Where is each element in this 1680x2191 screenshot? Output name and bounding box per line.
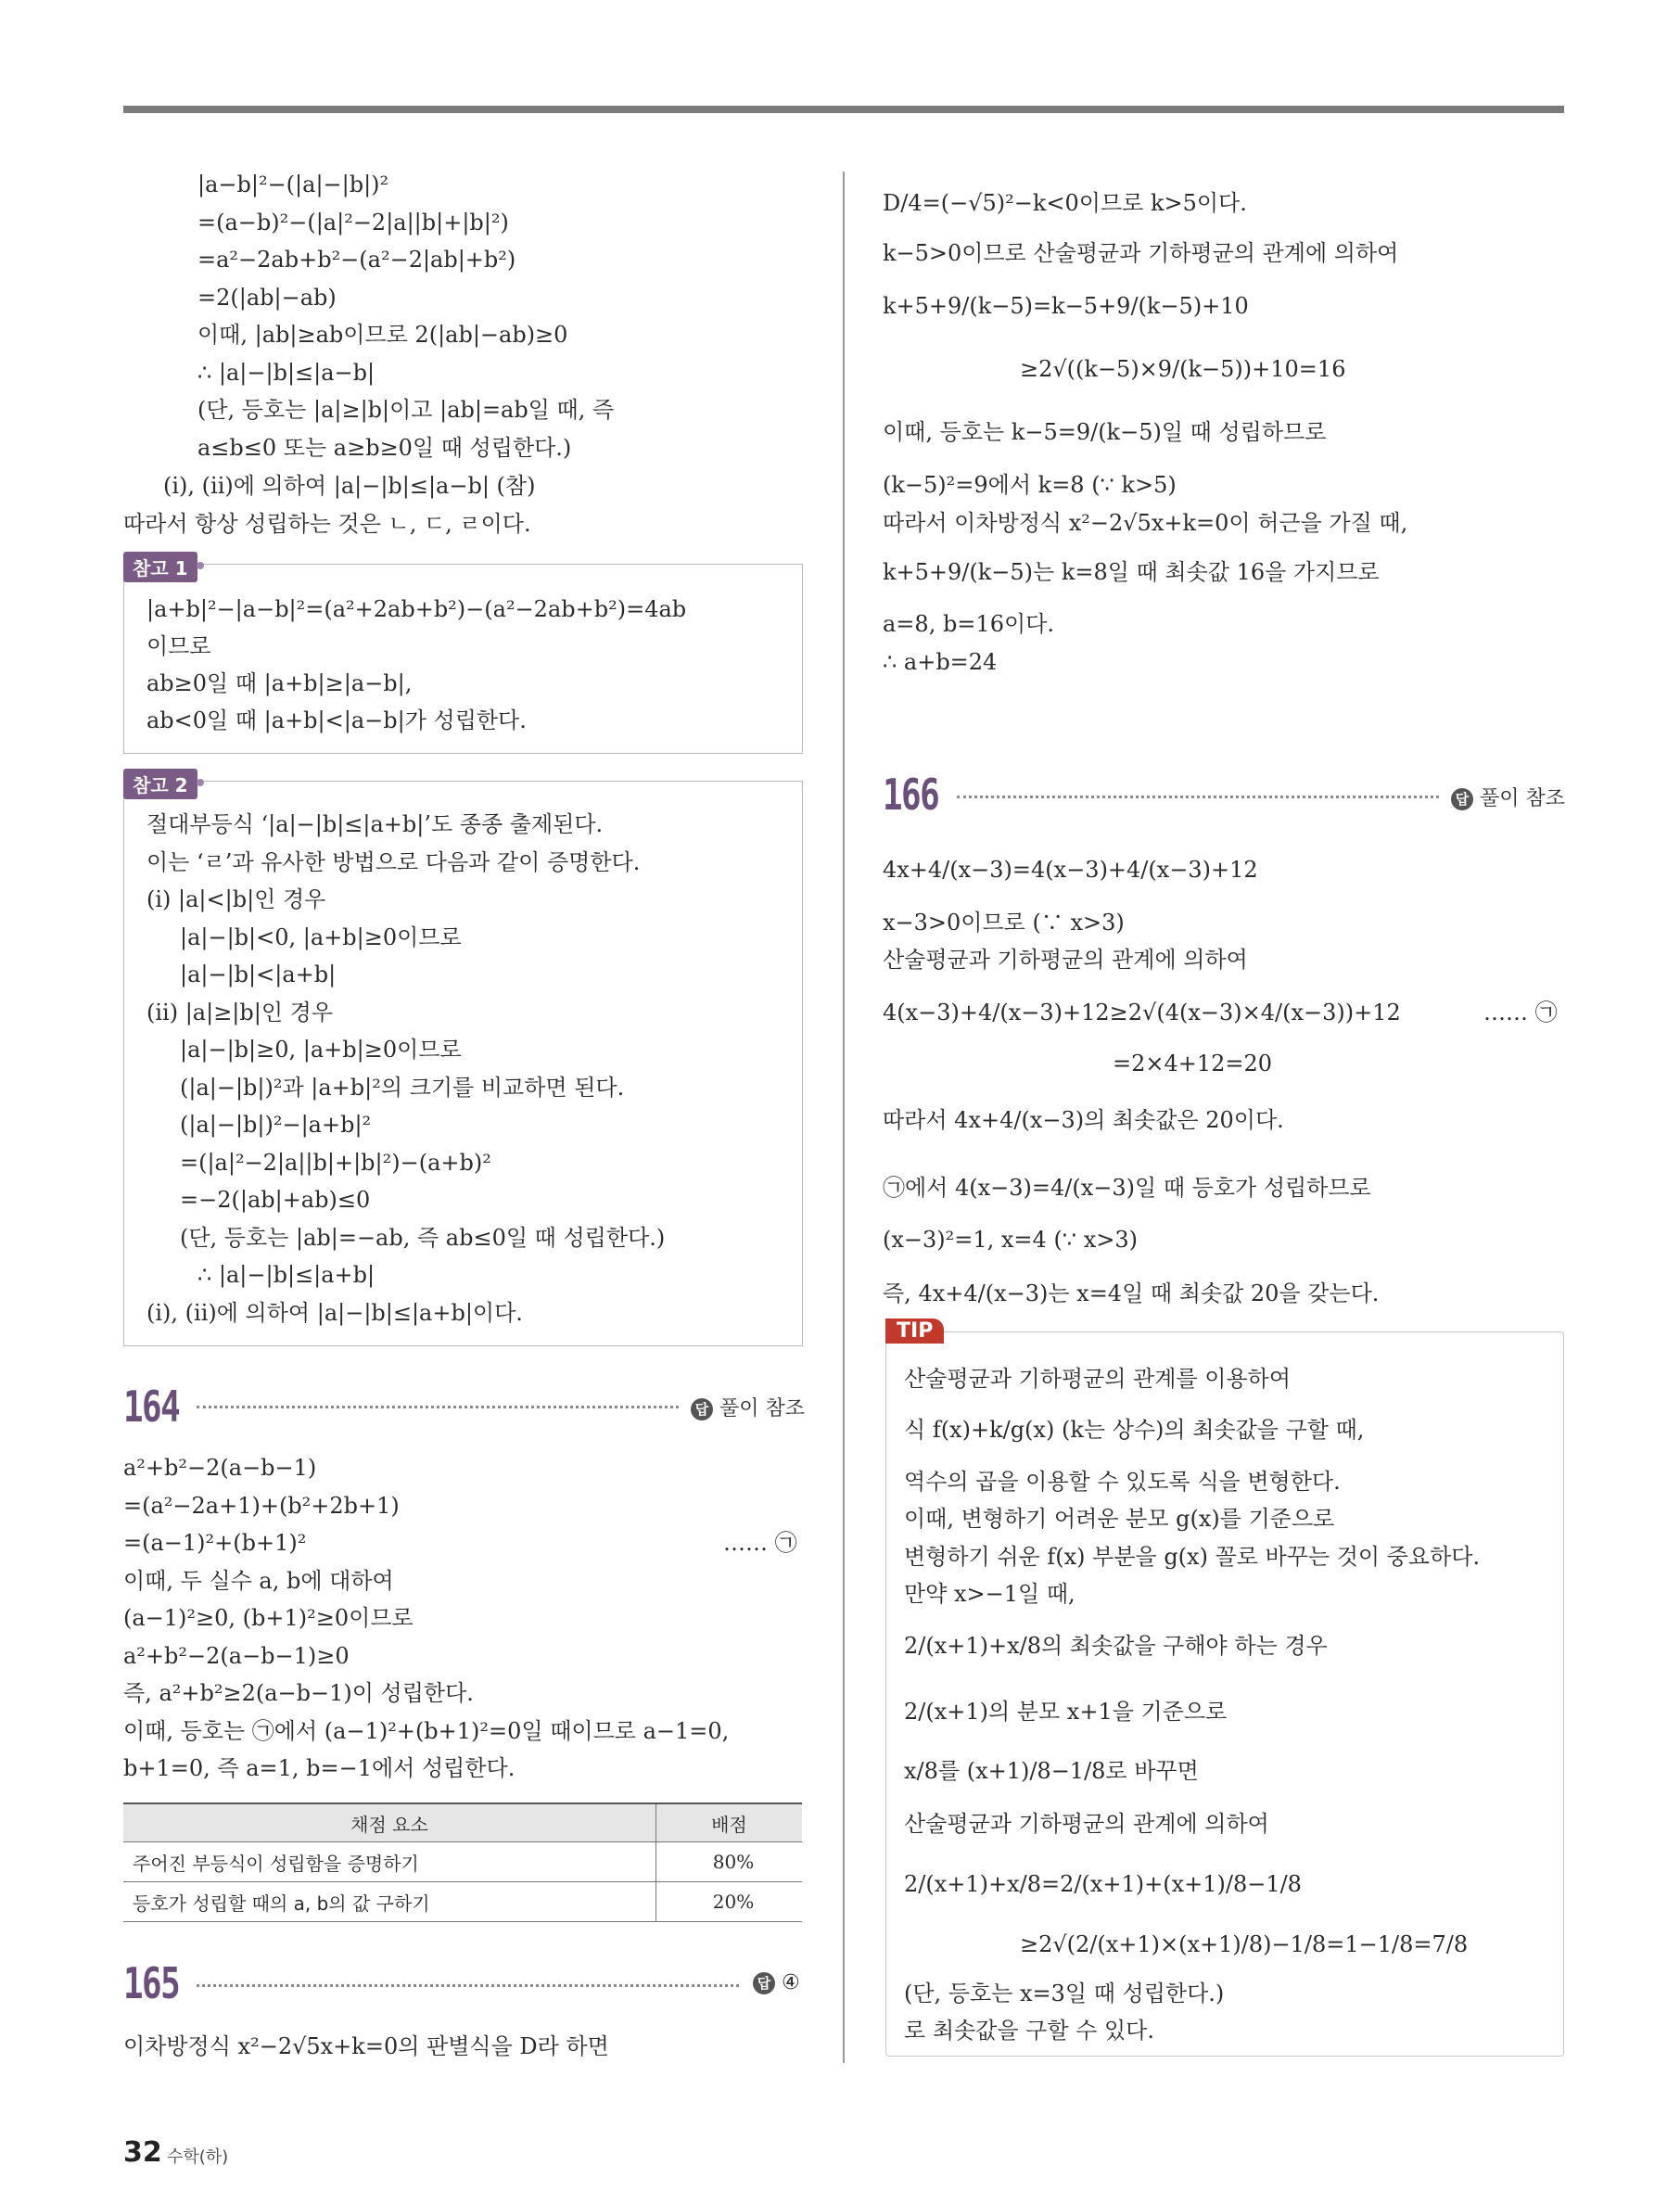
note2-tag-dot	[197, 779, 204, 786]
solution-line: 산술평균과 기하평균의 관계에 의하여	[883, 947, 1248, 973]
solution-line: 따라서 이차방정식 x²−2√5x+k=0이 허근을 가질 때,	[883, 510, 1408, 536]
solution-line: x−3>0이므로 (∵ x>3)	[883, 910, 1125, 936]
note1-line: ab<0일 때 |a+b|<|a−b|가 성립한다.	[146, 707, 527, 733]
solution-line: D/4=(−√5)²−k<0이므로 k>5이다.	[883, 190, 1247, 216]
note2-line: |a|−|b|≥0, |a+b|≥0이므로	[180, 1037, 462, 1063]
proof-line: |a−b|²−(|a|−|b|)²	[197, 172, 389, 197]
table-header: 채점 요소	[123, 1803, 656, 1842]
tip-tag: TIP	[885, 1318, 944, 1344]
note2-line: (단, 등호는 |ab|=−ab, 즉 ab≤0일 때 성립한다.)	[180, 1225, 666, 1251]
proof-line: ∴ |a|−|b|≤|a−b|	[197, 360, 375, 386]
top-rule	[123, 106, 1564, 113]
solution-line: 이때, 두 실수 a, b에 대하여	[123, 1568, 394, 1594]
solution-line: (a−1)²≥0, (b+1)²≥0이므로	[123, 1605, 414, 1631]
solution-line: k−5>0이므로 산술평균과 기하평균의 관계에 의하여	[883, 240, 1399, 266]
solution-line: 이때, 등호는 ㉠에서 (a−1)²+(b+1)²=0일 때이므로 a−1=0,	[123, 1718, 730, 1744]
solution-line: 즉, a²+b²≥2(a−b−1)이 성립한다.	[123, 1680, 474, 1706]
note2-line: =−2(|ab|+ab)≤0	[180, 1187, 371, 1213]
solution-line: k+5+9/(k−5)=k−5+9/(k−5)+10	[883, 293, 1249, 319]
note2-line: |a|−|b|<|a+b|	[180, 962, 337, 987]
tip-line: 변형하기 쉬운 f(x) 부분을 g(x) 꼴로 바꾸는 것이 중요하다.	[904, 1544, 1481, 1570]
note1-tag-dot	[197, 562, 204, 569]
proof-line: (i), (ii)에 의하여 |a|−|b|≤|a−b| (참)	[163, 473, 536, 499]
table-row	[123, 1882, 802, 1922]
proof-line: =2(|ab|−ab)	[197, 285, 337, 311]
solution-line: (k−5)²=9에서 k=8 (∵ k>5)	[883, 472, 1177, 498]
note1-tag: 참고 1	[123, 552, 197, 582]
tip-line: 만약 x>−1일 때,	[904, 1581, 1075, 1607]
tip-line: 식 f(x)+k/g(x) (k는 상수)의 최솟값을 구할 때,	[904, 1417, 1365, 1443]
note2-line: (ii) |a|≥|b|인 경우	[146, 1000, 334, 1025]
solution-line: =(a−1)²+(b+1)²	[123, 1530, 307, 1556]
table-header-row	[123, 1803, 802, 1842]
solution-line: ㉠에서 4(x−3)=4/(x−3)일 때 등호가 성립하므로	[883, 1175, 1371, 1201]
tip-line: 역수의 곱을 이용할 수 있도록 식을 변형한다.	[904, 1469, 1341, 1495]
tip-line: 2/(x+1)+x/8의 최솟값을 구해야 하는 경우	[904, 1633, 1328, 1659]
note2-tag: 참고 2	[123, 769, 197, 799]
page-number: 32	[123, 2136, 162, 2169]
tip-line: 2/(x+1)+x/8=2/(x+1)+(x+1)/8−1/8	[904, 1871, 1302, 1897]
solution-line: 4x+4/(x−3)=4(x−3)+4/(x−3)+12	[883, 857, 1258, 883]
equation-marker: …… ㉠	[723, 1530, 797, 1556]
solution-line: 이때, 등호는 k−5=9/(k−5)일 때 성립하므로	[883, 419, 1327, 445]
answer-icon: 답	[753, 1972, 775, 1994]
scoring-table	[123, 1802, 802, 1922]
proof-line: =a²−2ab+b²−(a²−2|ab|+b²)	[197, 247, 516, 273]
tip-line: 2/(x+1)의 분모 x+1을 기준으로	[904, 1699, 1228, 1725]
proof-line: 이때, |ab|≥ab이므로 2(|ab|−ab)≥0	[197, 322, 568, 348]
note1-line: 이므로	[146, 633, 211, 659]
solution-line: 4(x−3)+4/(x−3)+12≥2√(4(x−3)×4/(x−3))+12	[883, 1000, 1401, 1025]
note2-line: =(|a|²−2|a||b|+|b|²)−(a+b)²	[180, 1150, 491, 1176]
answer-ref-text: ④	[782, 1971, 800, 1994]
tip-line: x/8를 (x+1)/8−1/8로 바꾸면	[904, 1758, 1199, 1784]
solution-line: a²+b²−2(a−b−1)≥0	[123, 1643, 350, 1669]
solution-line: a=8, b=16이다.	[883, 611, 1054, 637]
tip-line: 산술평균과 기하평균의 관계를 이용하여	[904, 1366, 1292, 1392]
tip-line: 산술평균과 기하평균의 관계에 의하여	[904, 1811, 1269, 1837]
proof-line: =(a−b)²−(|a|²−2|a||b|+|b|²)	[197, 210, 509, 236]
solution-line: (x−3)²=1, x=4 (∵ x>3)	[883, 1227, 1138, 1253]
proof-conclusion: 따라서 항상 성립하는 것은 ㄴ, ㄷ, ㄹ이다.	[123, 511, 531, 537]
table-cell: 주어진 부등식이 성립함을 증명하기	[123, 1842, 656, 1882]
dotted-leader	[197, 1984, 739, 1987]
note2-line: (i) |a|<|b|인 경우	[146, 886, 326, 912]
note2-line: ∴ |a|−|b|≤|a+b|	[197, 1262, 375, 1288]
tip-line: (단, 등호는 x=3일 때 성립한다.)	[904, 1981, 1225, 2006]
note2-line: (|a|−|b|)²−|a+b|²	[180, 1112, 372, 1138]
tip-line: 로 최솟값을 구할 수 있다.	[904, 2018, 1154, 2044]
answer-ref-text: 풀이 참조	[1480, 787, 1566, 810]
solution-line: 이차방정식 x²−2√5x+k=0의 판별식을 D라 하면	[123, 2033, 609, 2059]
answer-ref	[753, 1971, 800, 1994]
solution-line: ≥2√((k−5)×9/(k−5))+10=16	[1020, 356, 1346, 382]
proof-line: (단, 등호는 |a|≥|b|이고 |ab|=ab일 때, 즉	[197, 397, 615, 423]
table-cell: 20%	[656, 1882, 803, 1922]
solution-line: a²+b²−2(a−b−1)	[123, 1455, 317, 1481]
answer-ref	[691, 1393, 805, 1421]
solution-line: k+5+9/(k−5)는 k=8일 때 최솟값 16을 가지므로	[883, 559, 1380, 585]
solution-line: =(a²−2a+1)+(b²+2b+1)	[123, 1493, 400, 1519]
dotted-leader	[197, 1406, 679, 1408]
note2-line: 이는 ‘ㄹ’과 유사한 방법으로 다음과 같이 증명한다.	[146, 849, 641, 875]
solution-line: b+1=0, 즉 a=1, b=−1에서 성립한다.	[123, 1755, 515, 1781]
equation-marker: …… ㉠	[1483, 1000, 1558, 1025]
dotted-leader	[957, 796, 1439, 798]
table-row	[123, 1842, 802, 1882]
column-divider	[843, 172, 845, 2063]
proof-line: a≤b≤0 또는 a≥b≥0일 때 성립한다.)	[197, 435, 572, 461]
note2-line: 절대부등식 ‘|a|−|b|≤|a+b|’도 종종 출제된다.	[146, 811, 604, 837]
table-cell: 80%	[656, 1842, 803, 1882]
table-cell: 등호가 성립할 때의 a, b의 값 구하기	[123, 1882, 656, 1922]
tip-line: 이때, 변형하기 어려운 분모 g(x)를 기준으로	[904, 1506, 1335, 1532]
note1-line: |a+b|²−|a−b|²=(a²+2ab+b²)−(a²−2ab+b²)=4ab	[146, 596, 687, 622]
note2-line: |a|−|b|<0, |a+b|≥0이므로	[180, 924, 462, 950]
answer-icon: 답	[691, 1398, 713, 1420]
note2-line: (|a|−|b|)²과 |a+b|²의 크기를 비교하면 된다.	[180, 1075, 625, 1101]
tip-line: ≥2√(2/(x+1)×(x+1)/8)−1/8=1−1/8=7/8	[1020, 1931, 1469, 1957]
book-title: 수학(하)	[167, 2147, 229, 2167]
solution-line: ∴ a+b=24	[883, 649, 998, 675]
answer-ref	[1451, 783, 1565, 811]
problem-number: 166	[883, 770, 939, 820]
note1-line: ab≥0일 때 |a+b|≥|a−b|,	[146, 670, 413, 696]
answer-ref-text: 풀이 참조	[719, 1397, 806, 1420]
solution-line: =2×4+12=20	[1113, 1051, 1273, 1076]
answer-icon: 답	[1451, 788, 1473, 810]
solution-line: 따라서 4x+4/(x−3)의 최솟값은 20이다.	[883, 1107, 1284, 1133]
table-header: 배점	[656, 1803, 803, 1842]
problem-number: 165	[123, 1958, 180, 2008]
note2-line: (i), (ii)에 의하여 |a|−|b|≤|a+b|이다.	[146, 1300, 523, 1326]
solution-line: 즉, 4x+4/(x−3)는 x=4일 때 최솟값 20을 갖는다.	[883, 1280, 1380, 1306]
problem-number: 164	[123, 1382, 180, 1432]
